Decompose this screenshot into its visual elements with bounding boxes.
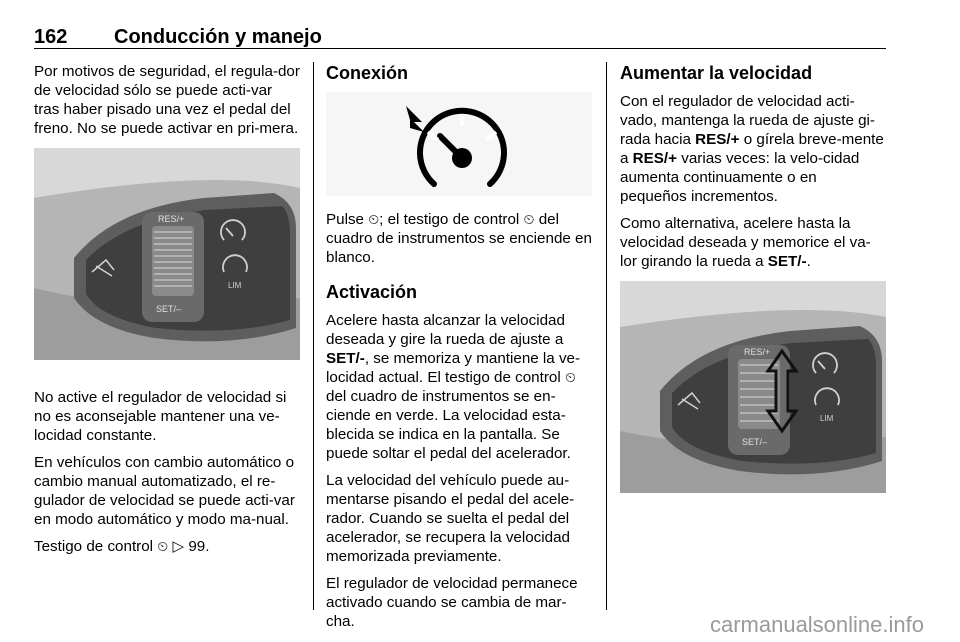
set-label: SET/– — [156, 304, 182, 314]
arrow-ref-icon: ▷ — [172, 538, 185, 555]
steering-wheel-controls-figure — [34, 148, 300, 360]
paragraph: Testigo de control ⏲ ▷ 99. — [34, 538, 210, 555]
header-rule — [34, 48, 886, 49]
chapter-title: Conducción y manejo — [114, 26, 322, 48]
page-header — [34, 18, 886, 48]
paragraph: El regulador de velocidad permanece activado cuando se cambia de mar-cha. — [326, 575, 578, 630]
paragraph: No active el regulador de velocidad si no es aconsejable mantener una ve-locidad constante. — [34, 389, 287, 444]
cruise-control-symbol-figure — [326, 92, 592, 196]
cruise-control-icon: ⏲ — [523, 211, 535, 227]
paragraph: Pulse ⏲; el testigo de control ⏲ del cuadro de instrumentos se enciende en blanco. — [326, 211, 592, 266]
paragraph: Como alternativa, acelere hasta la velocidad deseada y memorice el va-lor girando la rueda a SET/-. — [620, 215, 871, 270]
watermark: carmanualsonline.info — [709, 612, 924, 637]
column-divider — [313, 62, 314, 610]
lim-label: LIM — [228, 281, 242, 290]
res-label: RES/+ — [744, 347, 771, 357]
column-left — [34, 62, 300, 564]
cruise-control-icon — [326, 92, 592, 196]
paragraph: En vehículos con cambio automático o cambio manual automatizado, el re-gulador de velocidad se puede acti-var en modo automático y modo ma-nual. — [34, 454, 295, 528]
lim-label: LIM — [820, 414, 834, 423]
column-middle — [326, 62, 592, 639]
paragraph: Acelere hasta alcanzar la velocidad deseada y gire la rueda de ajuste a SET/-, se memoriza y mantiene la ve-locidad actual. El testigo de control ⏲ del cuadro de instrumentos se en-ciende en verde. La velocidad esta-blecida se indica en la pantalla. Se puede soltar el pedal del acelerador. — [326, 312, 581, 462]
cruise-control-icon: ⏲ — [564, 369, 576, 385]
set-label: SET/– — [742, 437, 768, 447]
section-title: Aumentar la velocidad — [620, 63, 813, 83]
cruise-control-icon: ⏲ — [368, 211, 380, 227]
paragraph: Con el regulador de velocidad acti-vado, mantenga la rueda de ajuste gi-rada hacia RES/+ o gírela breve-mente a RES/+ varias veces: la velo-cidad aumenta continuamente o en pequeños incrementos. — [620, 93, 884, 205]
paragraph: Por motivos de seguridad, el regula-dor de velocidad sólo se puede acti-var tras haber pisado una vez el pedal del freno. No se puede activar en pri-mera. — [34, 63, 300, 137]
page-number: 162 — [34, 26, 68, 48]
cruise-control-icon: ⏲ — [157, 538, 169, 554]
section-title: Conexión — [326, 63, 409, 83]
res-label: RES/+ — [158, 214, 185, 224]
column-divider — [606, 62, 607, 610]
column-right — [620, 62, 886, 493]
paragraph: La velocidad del vehículo puede au-mentarse pisando el pedal del acele-rador. Cuando se suelta el pedal del acelerador, se recupera la velocidad memorizada previamente. — [326, 472, 575, 565]
section-title: Activación — [326, 282, 418, 302]
adjust-wheel-figure — [620, 281, 886, 493]
